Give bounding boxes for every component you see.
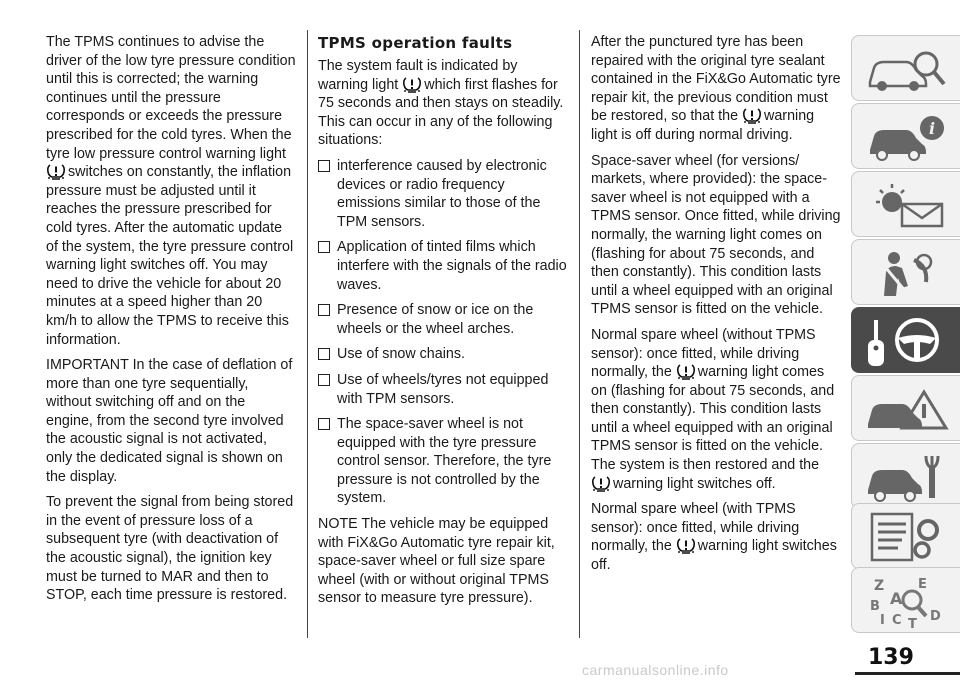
svg-text:i: i: [929, 119, 936, 138]
sidebar-tab-dashboard[interactable]: [851, 171, 960, 237]
paragraph-spare-with-sensor: Normal spare wheel (with TPMS sensor): once fitted, while driving normally, the warning light switches off.: [591, 501, 837, 574]
checkbox-bullet-icon: [318, 241, 330, 253]
sidebar-tab-safety[interactable]: [851, 239, 960, 305]
column-divider: [579, 30, 580, 638]
paragraph-space-saver: Space-saver wheel (for versions/ markets, where provided): the space-saver wheel is not equipped with a TPMS sensor. Once fitted, while driving normally, the warning light comes on (flashing for about 75 seconds, and then constantly). This condition lasts until a wheel equipped with an original TPMS sensor is fitted on the vehicle.: [591, 152, 841, 318]
checkbox-bullet-icon: [318, 160, 330, 172]
tpms-warning-light-icon: [591, 475, 611, 492]
sidebar-tab-starting-driving[interactable]: [851, 307, 960, 373]
paragraph-important: IMPORTANT In the case of deflation of more than one tyre sequentially, without switching off and on the engine, from the second tyre involved the acoustic signal is not activated, only the dedicated signal is shown on the display.: [46, 357, 293, 485]
sidebar-tab-index[interactable]: [851, 567, 960, 633]
paragraph-note: NOTE The vehicle may be equipped with FiX&Go Automatic tyre repair kit, space-saver wheel or full size spare wheel (with or without original TPMS sensor to measure tyre pressure).: [318, 516, 555, 607]
seatbelt-airbag-icon: [862, 246, 952, 300]
svg-text:B: B: [870, 599, 880, 614]
paragraph-after-repair: After the punctured tyre has been repaired with the original tyre sealant contained in the FiX&Go Automatic tyre repair kit, the previous condition must be restored, so that the warning light is off during normal driving.: [591, 34, 841, 143]
svg-text:C: C: [892, 613, 902, 628]
sidebar-tab-maintenance[interactable]: [851, 443, 960, 509]
page-number-bar: [855, 672, 960, 675]
car-info-icon: [862, 110, 952, 164]
svg-text:I: I: [880, 613, 885, 628]
watermark: carmanualsonline.info: [582, 662, 729, 678]
page-number: 139: [868, 645, 914, 670]
column-1: [46, 33, 296, 612]
tpms-warning-light-icon: [676, 537, 696, 554]
list-item: The space-saver wheel is not equipped with the tyre pressure control sensor. Therefore, the tyre pressure is not controlled by the system.: [318, 415, 568, 508]
column-2: [318, 33, 568, 615]
alphabetical-index-icon: [862, 574, 952, 628]
paragraph-fault-intro: The system fault is indicated by warning light which first flashes for 75 seconds and then stays on steadily. This can occur in any of the following situations:: [318, 58, 564, 149]
list-item: Use of snow chains.: [318, 345, 568, 364]
sidebar-tab-safety-info[interactable]: [851, 103, 960, 169]
sidebar-tab-knowing-car[interactable]: [851, 35, 960, 101]
column-3: [591, 33, 843, 582]
checkbox-bullet-icon: [318, 418, 330, 430]
list-item: Presence of snow or ice on the wheels or the wheel arches.: [318, 301, 568, 338]
svg-text:T: T: [908, 617, 917, 628]
column-divider: [307, 30, 308, 638]
paragraph-tpms-advise: The TPMS continues to advise the driver of the low tyre pressure condition until this is corrected; the warning continues until the pressure corresponds or exceeds the pressure prescribed for the cold tyres. When the tyre low pressure control warning light switches on constantly, the inflation pressure must be adjusted until it reaches the pressure prescribed for cold tyres. After the automatic update of the system, the tyre pressure control warning light switches off. You may need to drive the vehicle for about 20 minutes at a speed higher than 20 km/h to allow the TPMS to receive this information.: [46, 34, 296, 348]
tpms-warning-light-icon: [676, 363, 696, 380]
car-maintenance-icon: [862, 450, 952, 504]
list-item: Use of wheels/tyres not equipped with TPM sensors.: [318, 371, 568, 408]
sidebar-tab-emergency[interactable]: [851, 375, 960, 441]
paragraph-spare-without-sensor: Normal spare wheel (without TPMS sensor): once fitted, while driving normally, the warning light comes on (flashing for about 75 seconds, and then constantly). This condition lasts until a wheel equipped with an original TPMS sensor is fitted on the vehicle. The system is then restored and the warning light switches off.: [591, 326, 835, 492]
list-item: Application of tinted films which interfere with the signals of the radio waves.: [318, 238, 568, 294]
warning-lights-icon: [862, 178, 952, 232]
svg-text:E: E: [918, 577, 927, 592]
svg-text:A: A: [890, 589, 903, 608]
car-magnifier-icon: [862, 42, 952, 96]
checkbox-bullet-icon: [318, 374, 330, 386]
key-steering-wheel-icon: [862, 314, 952, 368]
svg-text:D: D: [930, 609, 941, 624]
tpms-warning-light-icon: [46, 163, 66, 180]
car-emergency-icon: [862, 382, 952, 436]
checkbox-bullet-icon: [318, 348, 330, 360]
technical-specs-icon: [862, 510, 952, 564]
section-heading: TPMS operation faults: [318, 34, 513, 52]
paragraph-prevent-signal: To prevent the signal from being stored in the event of pressure loss of a subsequent tyre (with deactivation of the acoustic signal), the ignition key must be turned to MAR and then to STOP, each time pressure is restored.: [46, 494, 294, 604]
tpms-warning-light-icon: [742, 107, 762, 124]
checkbox-bullet-icon: [318, 304, 330, 316]
tpms-warning-light-icon: [402, 76, 422, 93]
sidebar-tab-technical-data[interactable]: [851, 503, 960, 569]
svg-text:Z: Z: [874, 578, 885, 594]
list-item: interference caused by electronic devices or radio frequency emissions similar to those of the TPM sensors.: [318, 157, 568, 231]
